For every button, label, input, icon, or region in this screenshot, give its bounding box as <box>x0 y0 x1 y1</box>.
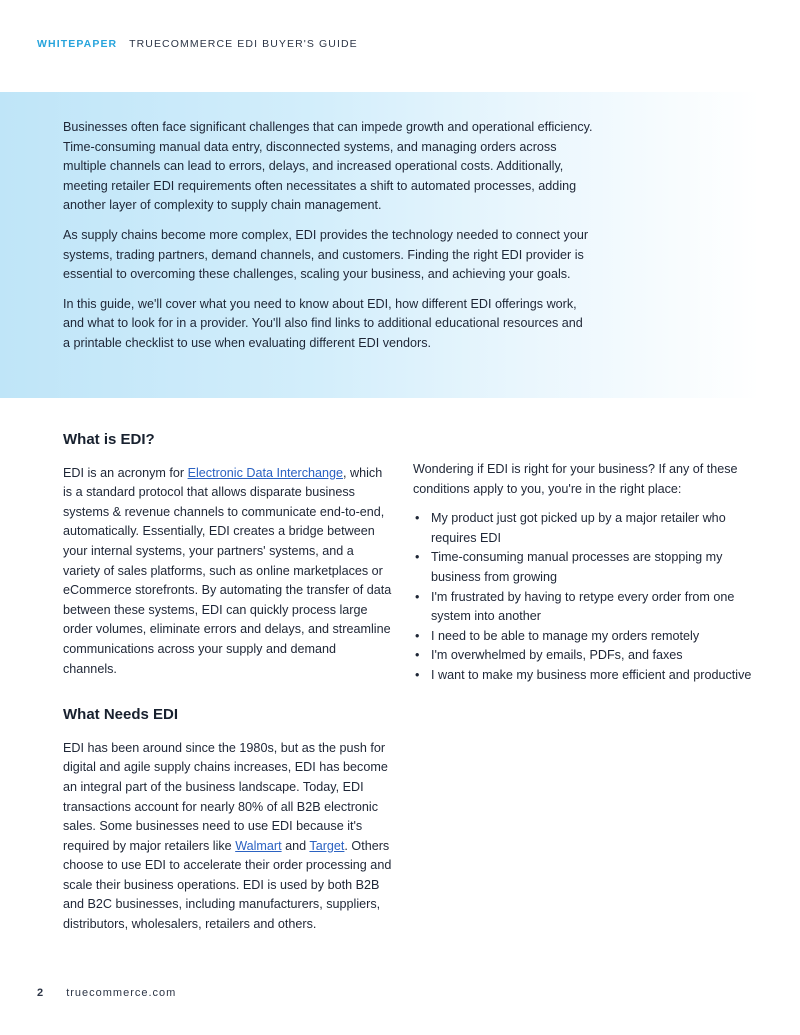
needs-text-b: and <box>281 838 310 853</box>
conditions-list <box>413 509 753 685</box>
intro-paragraph-1: Businesses often face significant challenges that can impede growth and operational efficiency. Time-consuming manual data entry, disconnected systems, and managing orders across multiple channels can lead to errors, delays, and increased operational costs. Additionally, meeting retailer EDI requirements often necessitates a shift to automated processes, adding another layer of complexity to supply chain management. <box>63 120 593 213</box>
target-link[interactable]: Target <box>309 838 345 853</box>
header-tag: WHITEPAPER <box>37 38 118 50</box>
list-item: • I need to be able to manage my orders remotely <box>413 627 753 647</box>
edi-text-lead: EDI is an acronym for <box>63 465 188 480</box>
what-needs-edi-heading: What Needs EDI <box>63 706 179 724</box>
what-is-edi-paragraph <box>63 464 393 680</box>
needs-text-c: . Others choose to use EDI to accelerate their order processing and scale their business operations. EDI is used by both B2B and B2C businesses, including manufacturers, suppliers, distributors, wholesalers, retailers and others. <box>63 838 392 932</box>
right-column <box>413 460 753 686</box>
header-title: TRUECOMMERCE EDI BUYER'S GUIDE <box>129 38 358 50</box>
walmart-link[interactable]: Walmart <box>235 838 282 853</box>
page-header <box>37 38 358 50</box>
needs-text-a: EDI has been around since the 1980s, but as the push for digital and agile supply chains increases, EDI has become an integral part of the business landscape. Today, EDI transactions account for nearly 80% of all B2B electronic sales. Some businesses need to use EDI because it's required by major retailers like <box>63 740 388 853</box>
list-item: • I want to make my business more efficient and productive <box>413 666 753 686</box>
what-needs-edi-paragraph <box>63 739 393 935</box>
list-item: • I'm overwhelmed by emails, PDFs, and faxes <box>413 646 753 666</box>
left-column <box>63 430 393 935</box>
intro-paragraph-2: As supply chains become more complex, EDI provides the technology needed to connect your systems, trading partners, demand channels, and customers. Finding the right EDI provider is essential to overcoming these challenges, scaling your business, and achieving your goals. <box>63 227 589 282</box>
list-item: • I'm frustrated by having to retype every order from one system into another <box>413 588 753 627</box>
edi-text-rest: , which is a standard protocol that allows disparate business systems & revenue channels to communicate end-to-end, automatically. Essentially, EDI creates a bridge between your internal systems, your partners' systems, and a variety of sales platforms, such as online marketplaces or eCommerce storefronts. By automating the transfer of data between these systems, EDI can quickly process large order volumes, eliminate errors and delays, and streamline communications across your supply and demand channels. <box>63 465 392 676</box>
edi-definition-link[interactable]: Electronic Data Interchange <box>187 465 344 480</box>
intro-paragraph-3: In this guide, we'll cover what you need to know about EDI, how different EDI offerings work, and what to look for in a provider. You'll also find links to additional educational resources and a printable checklist to use when evaluating different EDI vendors. <box>63 296 583 350</box>
intro-text <box>63 118 593 364</box>
list-item: • Time-consuming manual processes are stopping my business from growing <box>413 548 753 587</box>
conditions-intro: Wondering if EDI is right for your business? If any of these conditions apply to you, you're in the right place: <box>413 462 738 496</box>
what-needs-edi-section <box>63 705 393 935</box>
what-is-edi-heading: What is EDI? <box>63 431 155 448</box>
list-item: • My product just got picked up by a major retailer who requires EDI <box>413 509 753 548</box>
footer-site: truecommerce.com <box>66 987 177 999</box>
page-footer <box>37 987 176 999</box>
page-number: 2 <box>37 987 45 999</box>
